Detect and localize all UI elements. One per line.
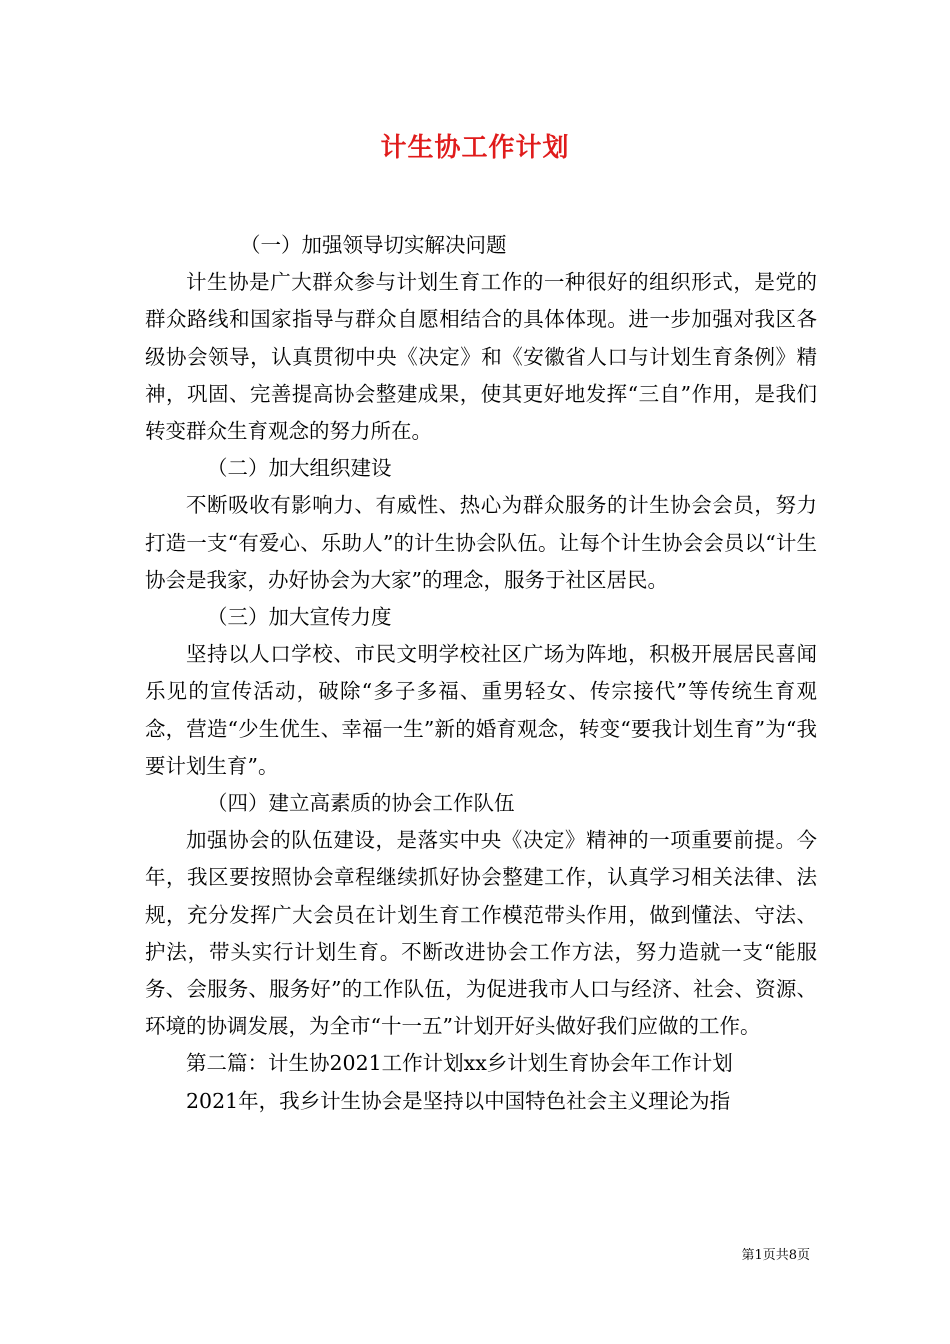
document-body <box>145 227 817 1120</box>
section-paragraph-4: 加强协会的队伍建设，是落实中央《决定》精神的一项重要前提。今年，我区要按照协会章程继续抓好协会整建工作，认真学习相关法律、法规，充分发挥广大会员在计划生育工作模范带头作用，做到懂法、守法、护法，带头实行计划生育。不断改进协会工作方法，努力造就一支“能服务、会服务、服务好”的工作队伍，为促进我市人口与经济、社会、资源、环境的协调发展，为全市“十一五”计划开好头做好我们应做的工作。 <box>145 828 817 1039</box>
section-heading-4: （四）建立高素质的协会工作队伍 <box>207 791 515 816</box>
document-title: 计生协工作计划 <box>380 133 570 163</box>
section-heading-2: （二）加大组织建设 <box>207 456 392 481</box>
page-number: 第1页共8页 <box>741 1248 810 1263</box>
section-paragraph-2: 不断吸收有影响力、有威性、热心为群众服务的计生协会会员，努力打造一支“有爱心、乐助人”的计生协会队伍。让每个计生协会会员以“计生协会是我家，办好协会为大家”的理念，服务于社区居民。 <box>145 493 817 592</box>
part-two-heading: 第二篇：计生协2021工作计划xx乡计划生育协会年工作计划 <box>186 1051 733 1076</box>
part-two-paragraph: 2021年，我乡计生协会是坚持以中国特色社会主义理论为指 <box>186 1088 731 1113</box>
section-heading-1: （一）加强领导切实解决问题 <box>240 233 507 257</box>
section-heading-3: （三）加大宣传力度 <box>207 605 392 630</box>
section-paragraph-3: 坚持以人口学校、市民文明学校社区广场为阵地，积极开展居民喜闻乐见的宣传活动，破除“多子多福、重男轻女、传宗接代”等传统生育观念，营造“少生优生、幸福一生”新的婚育观念，转变“要我计划生育”为“我要计划生育”。 <box>145 642 817 778</box>
section-paragraph-1: 计生协是广大群众参与计划生育工作的一种很好的组织形式，是党的群众路线和国家指导与群众自愿相结合的具体体现。进一步加强对我区各级协会领导，认真贯彻中央《决定》和《安徽省人口与计划生育条例》精神，巩固、完善提高协会整建成果，使其更好地发挥“三自”作用，是我们转变群众生育观念的努力所在。 <box>145 270 817 444</box>
